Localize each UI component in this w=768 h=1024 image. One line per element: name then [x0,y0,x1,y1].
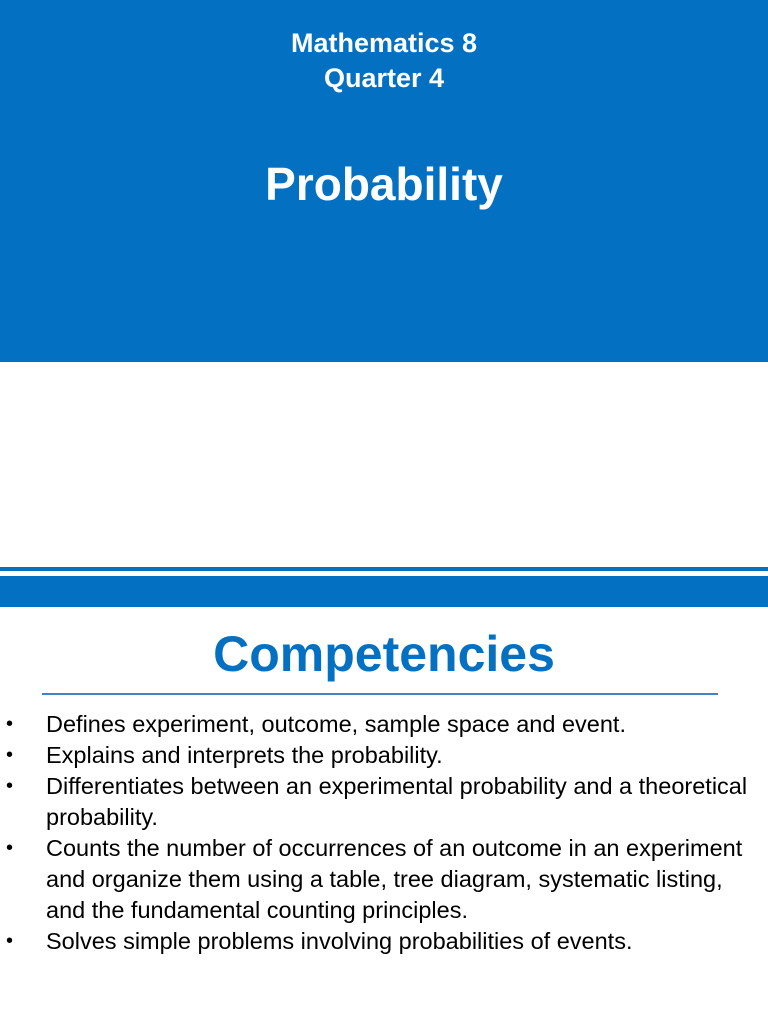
course-quarter: Quarter 4 [323,63,445,93]
topic-title: Probability [265,158,503,210]
bullet-icon: • [6,837,14,859]
bullet-icon: • [6,713,14,735]
list-item [0,740,768,771]
header-band [0,576,768,607]
bullet-icon: • [6,775,14,797]
title-slide-banner [0,0,768,362]
list-item-text: Differentiates between an experimental probability and a theoretical probability. [46,773,748,830]
list-item [0,833,768,926]
competencies-list [0,709,768,957]
heading-underline [42,693,718,695]
header-thin-rule [0,567,768,571]
list-item-text: Solves simple problems involving probabilities of events. [46,928,633,954]
list-item-text: Explains and interprets the probability. [46,742,443,768]
list-item [0,709,768,740]
list-item [0,926,768,957]
list-item [0,771,768,833]
bullet-icon: • [6,930,14,952]
list-item-text: Counts the number of occurrences of an outcome in an experiment and organize them using a table, tree diagram, systematic listing, and the fundamental counting principles. [46,835,743,923]
course-subject: Mathematics 8 [290,28,478,58]
course-title [0,26,768,96]
bullet-icon: • [6,744,14,766]
list-item-text: Defines experiment, outcome, sample space and event. [46,711,626,737]
competencies-heading: Competencies [213,626,555,682]
